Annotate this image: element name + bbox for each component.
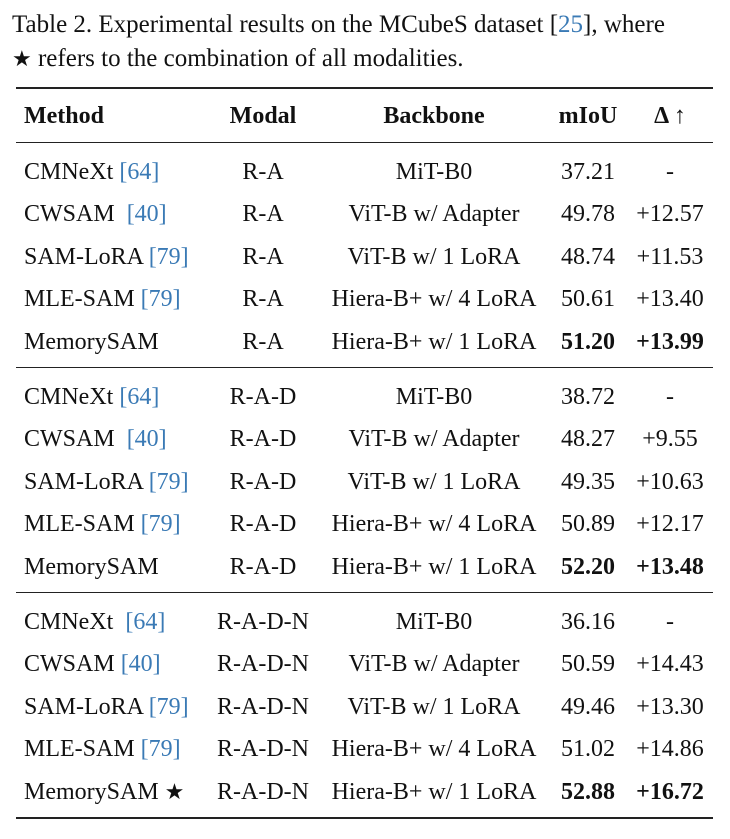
- caption-suffix: ], where: [583, 11, 665, 38]
- cell-delta: +13.48: [636, 553, 704, 580]
- cell-method: [24, 503, 181, 545]
- method-name: SAM-LoRA: [24, 243, 149, 270]
- cell-modal: R-A-D: [229, 426, 297, 453]
- cell-miou: 37.21: [561, 159, 615, 185]
- cell-backbone: MiT-B0: [395, 609, 473, 635]
- method-citation-link[interactable]: [79]: [140, 286, 181, 313]
- cell-modal: R-A: [242, 243, 284, 270]
- cell-delta: +9.55: [642, 426, 698, 453]
- cell-miou: 52.88: [561, 778, 615, 805]
- cell-backbone: ViT-B w/ Adapter: [348, 201, 520, 228]
- method-name: CMNeXt: [24, 384, 120, 410]
- cell-backbone: ViT-B w/ Adapter: [348, 426, 520, 453]
- table-row: [0, 278, 730, 320]
- cell-miou: 50.59: [561, 651, 615, 678]
- cell-method: [24, 643, 161, 685]
- group-divider-2: [16, 592, 713, 593]
- cell-method: [24, 461, 189, 503]
- cell-modal: R-A-D-N: [217, 693, 309, 720]
- method-name: CWSAM: [24, 426, 127, 453]
- method-name: MLE-SAM: [24, 511, 141, 538]
- table-row: [0, 321, 730, 363]
- method-name: CMNeXt: [24, 159, 120, 185]
- table-row: [0, 771, 730, 813]
- cell-delta: -: [666, 609, 674, 635]
- cell-modal: R-A-D-N: [217, 651, 309, 678]
- caption-prefix: Table 2. Experimental results on the MCubeS dataset [: [12, 11, 559, 38]
- cell-backbone: Hiera-B+ w/ 4 LoRA: [331, 286, 537, 313]
- cell-miou: 48.27: [561, 426, 615, 453]
- table-caption: [12, 8, 724, 76]
- cell-delta: +12.17: [636, 511, 704, 538]
- cell-modal: R-A: [242, 159, 284, 185]
- cell-miou: 50.89: [561, 511, 615, 538]
- method-name: CWSAM: [24, 651, 121, 678]
- cell-miou: 49.46: [561, 693, 615, 720]
- cell-delta: +13.30: [636, 693, 704, 720]
- cell-method: [24, 728, 181, 770]
- table-row: [0, 686, 730, 728]
- table-row: [0, 643, 730, 685]
- header-modal: Modal: [229, 103, 297, 129]
- cell-backbone: MiT-B0: [395, 159, 473, 185]
- cell-method: [24, 376, 159, 418]
- header-backbone: Backbone: [383, 103, 485, 129]
- method-citation-link[interactable]: [40]: [126, 201, 167, 228]
- cell-method: [24, 418, 167, 460]
- table-bottom-rule: [16, 817, 713, 819]
- table-row: [0, 418, 730, 460]
- method-name: CMNeXt: [24, 609, 126, 635]
- table-row: [0, 236, 730, 278]
- cell-modal: R-A: [242, 201, 284, 228]
- cell-delta: +12.57: [636, 201, 704, 228]
- cell-method: [24, 151, 159, 193]
- header-method: Method: [24, 103, 104, 129]
- cell-miou: 49.78: [561, 201, 615, 228]
- cell-backbone: Hiera-B+ w/ 4 LoRA: [331, 511, 537, 538]
- cell-miou: 51.20: [561, 328, 615, 355]
- cell-miou: 38.72: [561, 384, 615, 410]
- table-row: [0, 151, 730, 193]
- method-citation-link[interactable]: [79]: [148, 468, 189, 495]
- cell-method: [24, 546, 159, 588]
- cell-delta: +10.63: [636, 468, 704, 495]
- table-row: [0, 601, 730, 643]
- cell-delta: -: [666, 159, 674, 185]
- cell-miou: 36.16: [561, 609, 615, 635]
- cell-method: [24, 278, 181, 320]
- group-divider-1: [16, 367, 713, 368]
- table-row: [0, 461, 730, 503]
- method-name: MLE-SAM: [24, 286, 141, 313]
- cell-modal: R-A-D: [229, 511, 297, 538]
- cell-modal: R-A-D: [229, 553, 297, 580]
- header-delta: Δ ↑: [654, 103, 686, 129]
- star-icon: ★: [164, 778, 185, 804]
- cell-method: [24, 601, 165, 643]
- cell-delta: +13.40: [636, 286, 704, 313]
- cell-miou: 51.02: [561, 736, 615, 763]
- cell-backbone: ViT-B w/ 1 LoRA: [347, 243, 521, 270]
- table-row: [0, 728, 730, 770]
- cell-delta: +16.72: [636, 778, 704, 805]
- table-row: [0, 376, 730, 418]
- table-row: [0, 193, 730, 235]
- method-citation-link[interactable]: [79]: [140, 736, 181, 763]
- table-top-rule: [16, 87, 713, 89]
- method-citation-link[interactable]: [64]: [125, 609, 166, 635]
- cell-miou: 52.20: [561, 553, 615, 580]
- cell-backbone: ViT-B w/ 1 LoRA: [347, 468, 521, 495]
- header-miou: mIoU: [558, 103, 618, 129]
- cell-backbone: Hiera-B+ w/ 1 LoRA: [331, 328, 537, 355]
- cell-miou: 50.61: [561, 286, 615, 313]
- method-citation-link[interactable]: [79]: [148, 243, 189, 270]
- cell-backbone: ViT-B w/ 1 LoRA: [347, 693, 521, 720]
- cell-method: [24, 771, 184, 813]
- caption-citation-link[interactable]: 25: [558, 11, 584, 38]
- method-citation-link[interactable]: [40]: [120, 651, 161, 678]
- star-icon: ★: [12, 46, 32, 71]
- method-citation-link[interactable]: [79]: [140, 511, 181, 538]
- method-citation-link[interactable]: [64]: [119, 384, 160, 410]
- method-citation-link[interactable]: [79]: [148, 693, 189, 720]
- cell-modal: R-A-D-N: [217, 736, 309, 763]
- cell-modal: R-A: [242, 286, 284, 313]
- cell-delta: +14.86: [636, 736, 704, 763]
- table-row: [0, 546, 730, 588]
- cell-backbone: Hiera-B+ w/ 1 LoRA: [331, 553, 537, 580]
- table-header-row: [0, 95, 730, 137]
- method-name: MLE-SAM: [24, 736, 141, 763]
- cell-modal: R-A-D: [229, 468, 297, 495]
- cell-modal: R-A-D-N: [217, 609, 309, 635]
- cell-miou: 48.74: [561, 243, 615, 270]
- method-name: MemorySAM: [24, 553, 159, 580]
- cell-method: [24, 686, 189, 728]
- method-name: SAM-LoRA: [24, 693, 149, 720]
- header-rule: [16, 142, 713, 143]
- method-name: MemorySAM: [24, 328, 159, 355]
- method-name: MemorySAM: [24, 778, 165, 805]
- method-name: CWSAM: [24, 201, 127, 228]
- cell-method: [24, 193, 167, 235]
- table-row: [0, 503, 730, 545]
- cell-delta: -: [666, 384, 674, 410]
- cell-backbone: Hiera-B+ w/ 4 LoRA: [331, 736, 537, 763]
- cell-backbone: ViT-B w/ Adapter: [348, 651, 520, 678]
- caption-line2: refers to the combination of all modalities.: [31, 45, 464, 72]
- cell-modal: R-A-D: [229, 384, 297, 410]
- cell-modal: R-A: [242, 328, 284, 355]
- cell-backbone: MiT-B0: [395, 384, 473, 410]
- cell-delta: +13.99: [636, 328, 704, 355]
- cell-delta: +11.53: [636, 243, 704, 270]
- cell-delta: +14.43: [636, 651, 704, 678]
- cell-miou: 49.35: [561, 468, 615, 495]
- cell-method: [24, 236, 189, 278]
- method-name: SAM-LoRA: [24, 468, 149, 495]
- method-citation-link[interactable]: [64]: [119, 159, 160, 185]
- method-citation-link[interactable]: [40]: [126, 426, 167, 453]
- cell-method: [24, 321, 159, 363]
- cell-backbone: Hiera-B+ w/ 1 LoRA: [331, 778, 537, 805]
- cell-modal: R-A-D-N: [217, 778, 309, 805]
